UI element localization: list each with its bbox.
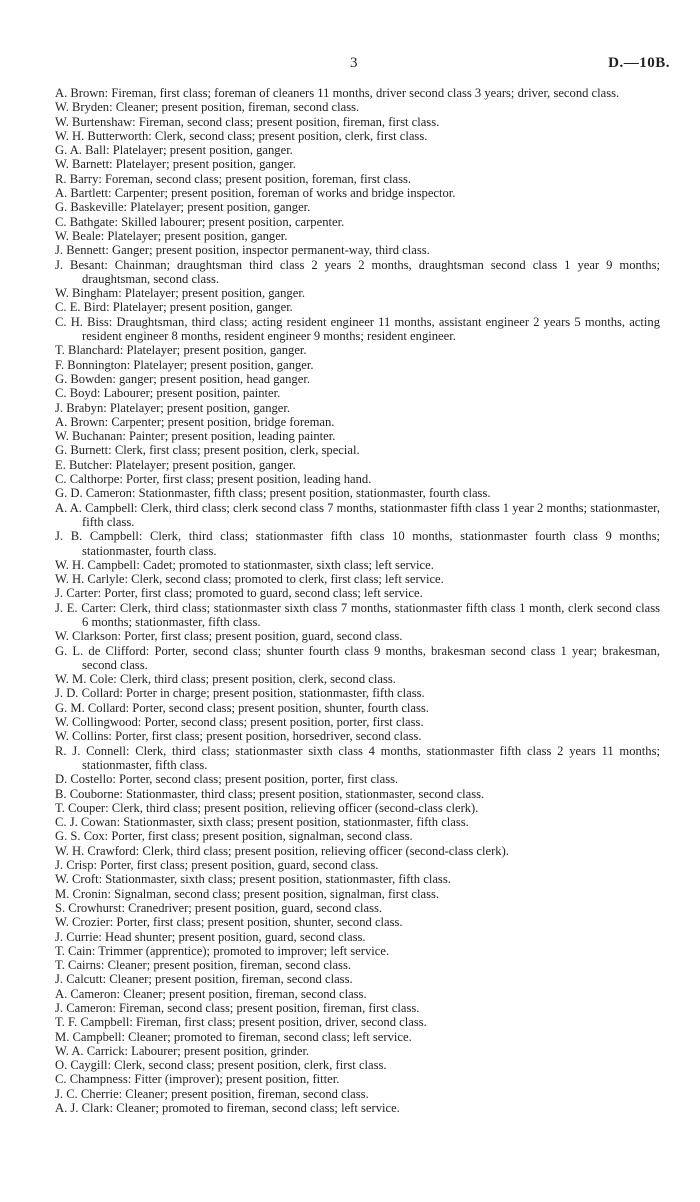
staff-entry: J. Cameron: Fireman, second class; present position, fireman, first class. [55,1001,420,1015]
staff-entry: T. Couper: Clerk, third class; present position, relieving officer (second-class clerk). [55,800,479,815]
staff-entry: W. Beale: Platelayer; present position, ganger. [55,228,288,243]
staff-entry: T. Cain: Trimmer (apprentice); promoted to improver; left service. [55,943,390,958]
staff-entry: G. Burnett: Clerk, first class; present position, clerk, special. [55,443,360,458]
page-header [0,55,700,75]
staff-entry: W. Bryden: Cleaner; present position, fireman, second class. [55,100,360,115]
staff-entry: W. Buchanan: Painter; present position, leading painter. [55,429,336,444]
staff-entry: C. Boyd: Labourer; present position, painter. [55,386,281,401]
staff-entry: W. Bingham: Platelayer; present position, ganger. [55,286,305,301]
staff-entry: W. M. Cole: Clerk, third class; present position, clerk, second class. [55,672,396,687]
staff-entry: A. Bartlett: Carpenter; present position, foreman of works and bridge inspector. [55,186,456,201]
staff-entry: J. Crisp: Porter, first class; present position, guard, second class. [55,858,379,873]
staff-entry: J. Calcutt: Cleaner; present position, fireman, second class. [55,972,353,987]
staff-entry: C. Calthorpe: Porter, first class; present position, leading hand. [55,472,372,487]
staff-entry: C. H. Biss: Draughtsman, third class; acting resident engineer 11 months, assistant engineer 2 years 5 months, acting resident engineer 8 months, resident engineer 9 months; resident engineer. [55,314,660,344]
staff-entry: M. Cronin: Signalman, second class; present position, signalman, first class. [55,886,440,901]
staff-entry: A. Cameron: Cleaner; present position, fireman, second class. [55,986,367,1001]
staff-entry: T. Blanchard: Platelayer; present position, ganger. [55,343,307,358]
document-reference: D.—10B. [608,55,670,71]
staff-entry: G. L. de Clifford: Porter, second class; shunter fourth class 9 months, brakesman second class 1 year; brakesman, second class. [55,643,660,672]
staff-entry: C. E. Bird: Platelayer; present position, ganger. [55,300,293,315]
staff-entry: J. C. Cherrie: Cleaner; present position, fireman, second class. [55,1086,369,1101]
staff-entry: C. Bathgate: Skilled labourer; present position, carpenter. [55,214,345,229]
staff-entry: J. Brabyn: Platelayer; present position, ganger. [55,400,291,415]
staff-entry: J. Besant: Chainman; draughtsman third class 2 years 2 months, draughtsman second class 1 year 9 months; draughtsman, second class. [55,257,660,286]
staff-entry: W. Clarkson: Porter, first class; present position, guard, second class. [55,629,403,644]
staff-entry: C. J. Cowan: Stationmaster, sixth class; present position, stationmaster, fifth class. [55,815,469,830]
staff-entry: W. Collins: Porter, first class; present position, horsedriver, second class. [55,729,422,744]
staff-entry: A. Brown: Fireman, first class; foreman of cleaners 11 months, driver second class 3 years; driver, second class. [55,86,620,100]
staff-entry: M. Campbell: Cleaner; promoted to fireman, second class; left service. [55,1029,412,1044]
staff-entry: J. Carter: Porter, first class; promoted to guard, second class; left service. [55,586,423,601]
staff-entry: J. Bennett: Ganger; present position, inspector permanent-way, third class. [55,243,430,258]
staff-entry: W. A. Carrick: Labourer; present position, grinder. [55,1043,310,1058]
staff-entry: R. Barry: Foreman, second class; present position, foreman, first class. [55,171,412,186]
staff-entry: A. Brown: Carpenter; present position, bridge foreman. [55,414,335,429]
staff-entry: G. A. Ball: Platelayer; present position, ganger. [55,143,293,158]
staff-entry: W. H. Crawford: Clerk, third class; present position, relieving officer (second-class clerk). [55,843,509,858]
staff-entry: J. D. Collard: Porter in charge; present position, stationmaster, fifth class. [55,686,425,701]
staff-entry: W. Collingwood: Porter, second class; present position, porter, first class. [55,715,424,730]
staff-entry: W. Burtenshaw: Fireman, second class; present position, fireman, first class. [55,114,440,129]
staff-entry: W. H. Butterworth: Clerk, second class; present position, clerk, first class. [55,128,428,143]
staff-entry: O. Caygill: Clerk, second class; present position, clerk, first class. [55,1058,387,1073]
staff-entry: A. J. Clark: Cleaner; promoted to fireman, second class; left service. [55,1101,400,1116]
staff-entry: W. Croft: Stationmaster, sixth class; present position, stationmaster, fifth class. [55,872,451,887]
staff-entry: S. Crowhurst: Cranedriver; present position, guard, second class. [55,900,383,915]
staff-entry: C. Champness: Fitter (improver); present position, fitter. [55,1072,340,1087]
staff-entry: G. S. Cox: Porter, first class; present position, signalman, second class. [55,829,413,844]
staff-entry: T. Cairns: Cleaner; present position, fireman, second class. [55,958,351,973]
page-number: 3 [350,55,358,71]
staff-entry: J. B. Campbell: Clerk, third class; stationmaster fifth class 10 months, stationmaster fourth class 9 months; stationmaster, fourth class. [55,529,660,558]
staff-entry: W. H. Campbell: Cadet; promoted to stationmaster, sixth class; left service. [55,557,434,572]
staff-entry: G. Baskeville: Platelayer; present position, ganger. [55,200,311,215]
staff-entry: G. D. Cameron: Stationmaster, fifth class; present position, stationmaster, fourth class. [55,486,491,501]
staff-entry: F. Bonnington: Platelayer; present position, ganger. [55,357,314,372]
staff-entry: W. H. Carlyle: Clerk, second class; promoted to clerk, first class; left service. [55,572,444,587]
staff-entry: G. Bowden: ganger; present position, head ganger. [55,371,310,386]
staff-entry: B. Couborne: Stationmaster, third class; present position, stationmaster, second class. [55,786,485,801]
staff-entries-list [55,86,660,1115]
staff-entry: J. Currie: Head shunter; present position, guard, second class. [55,929,366,944]
staff-entry: J. E. Carter: Clerk, third class; stationmaster sixth class 7 months, stationmaster fifth class 1 month, clerk second class 6 months; stationmaster, fifth class. [55,600,660,629]
staff-entry: E. Butcher: Platelayer; present position, ganger. [55,457,296,472]
staff-entry: W. Barnett: Platelayer; present position, ganger. [55,157,296,172]
staff-entry: W. Crozier: Porter, first class; present position, shunter, second class. [55,915,403,930]
staff-entry: G. M. Collard: Porter, second class; present position, shunter, fourth class. [55,700,429,715]
staff-entry: A. A. Campbell: Clerk, third class; clerk second class 7 months, stationmaster fifth class 1 year 2 months; stationmaster, fifth class. [55,500,660,529]
staff-entry: R. J. Connell: Clerk, third class; stationmaster sixth class 4 months, stationmaster fifth class 2 years 11 months; stationmaster, fifth class. [55,743,660,772]
staff-entry: D. Costello: Porter, second class; present position, porter, first class. [55,772,399,787]
staff-entry: T. F. Campbell: Fireman, first class; present position, driver, second class. [55,1015,427,1030]
